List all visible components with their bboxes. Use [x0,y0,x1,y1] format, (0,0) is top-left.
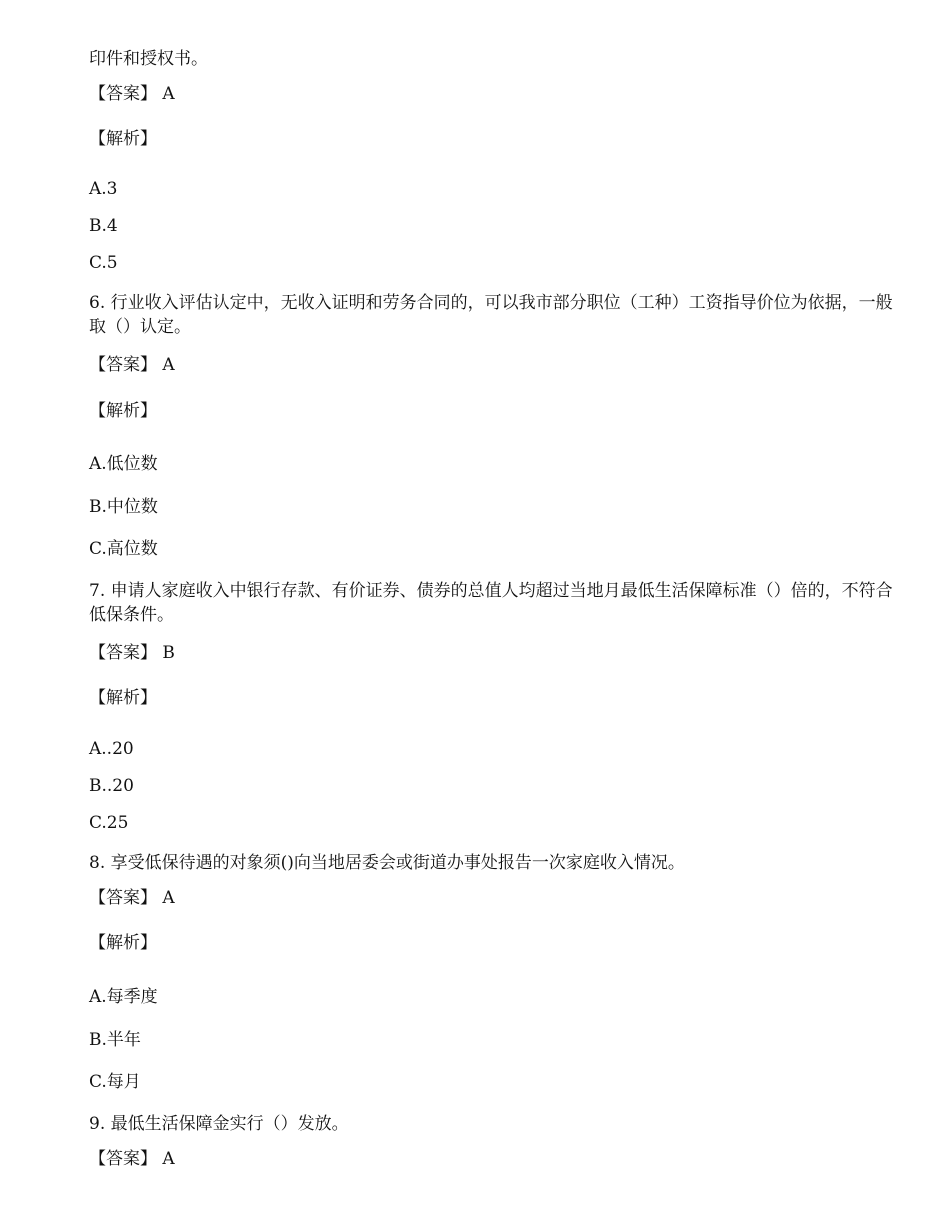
q7-question: 7. 申请人家庭收入中银行存款、有价证券、债券的总值人均超过当地月最低生活保障标准（）倍的，不符合低保条件。 [89,581,893,625]
intro-tail-text: 印件和授权书。 [89,49,208,69]
q6-analysis: 【解析】 [89,401,157,421]
q6-answer: 【答案】 A [89,355,175,375]
q7-option-a: A..20 [89,739,134,759]
q6-option-b: B.中位数 [89,497,158,517]
q5-option-a: A.3 [89,179,118,199]
q8-option-b: B.半年 [89,1030,141,1050]
q6-option-c: C.高位数 [89,539,158,559]
q8-analysis: 【解析】 [89,933,157,953]
q5-answer: 【答案】 A [89,84,175,104]
q5-option-c: C.5 [89,253,118,273]
q7-option-b: B..20 [89,776,134,796]
q5-analysis: 【解析】 [89,129,157,149]
q8-answer: 【答案】 A [89,888,175,908]
q8-option-c: C.每月 [89,1072,141,1092]
q7-analysis: 【解析】 [89,688,157,708]
q9-answer: 【答案】 A [89,1149,175,1169]
q7-option-c: C.25 [89,813,129,833]
q8-option-a: A.每季度 [89,987,158,1007]
q5-option-b: B.4 [89,216,118,236]
q7-answer: 【答案】 B [89,643,175,663]
q8-question: 8. 享受低保待遇的对象须()向当地居委会或街道办事处报告一次家庭收入情况。 [89,853,685,873]
q6-option-a: A.低位数 [89,454,158,474]
q6-question: 6. 行业收入评估认定中，无收入证明和劳务合同的，可以我市部分职位（工种）工资指导价位为依据，一般取（）认定。 [89,293,893,337]
q9-question: 9. 最低生活保障金实行（）发放。 [89,1114,349,1134]
